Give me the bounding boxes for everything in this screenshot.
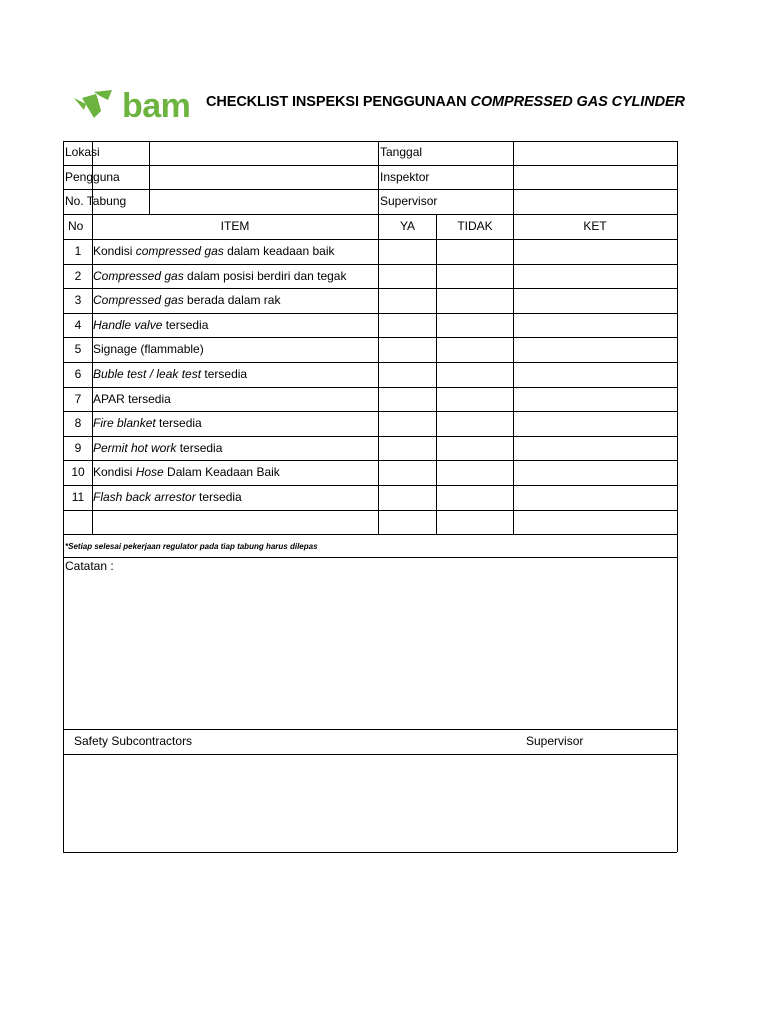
grid-line	[63, 337, 677, 338]
ket-cell[interactable]	[514, 362, 676, 386]
row-item-text	[93, 465, 280, 479]
row-item-part: berada dalam rak	[183, 293, 281, 308]
tidak-cell[interactable]	[437, 485, 513, 509]
lokasi-field[interactable]	[150, 141, 378, 165]
col-header-ya: YA	[399, 219, 416, 233]
row-number: 10	[71, 465, 85, 480]
inspektor-field[interactable]	[514, 165, 676, 189]
row-item-part: compressed gas	[135, 244, 224, 258]
grid-line	[63, 387, 677, 388]
grid-line	[63, 485, 677, 486]
row-item-text	[93, 416, 202, 430]
grid-line	[677, 141, 678, 852]
row-item-part: Flash back arrestor	[93, 490, 196, 504]
row-number: 9	[74, 440, 82, 455]
row-item-text	[93, 392, 171, 406]
grid-line	[63, 189, 677, 190]
ya-cell[interactable]	[379, 239, 436, 263]
row-item-part: Compressed gas	[93, 293, 184, 308]
row-item-text	[93, 441, 222, 455]
ket-cell[interactable]	[514, 337, 676, 361]
title-plain: CHECKLIST INSPEKSI PENGGUNAAN	[206, 94, 471, 110]
grid-line	[436, 214, 437, 534]
grid-line	[92, 141, 93, 214]
grid-line	[63, 141, 677, 142]
row-number: 2	[74, 268, 82, 283]
title-italic: COMPRESSED GAS CYLINDER	[470, 94, 685, 110]
tidak-cell[interactable]	[437, 387, 513, 411]
ya-cell[interactable]	[379, 362, 436, 386]
row-number: 11	[71, 490, 85, 504]
row-number: 4	[74, 317, 82, 332]
tanggal-field[interactable]	[514, 141, 676, 165]
col-header-item: ITEM	[220, 219, 250, 233]
ya-cell[interactable]	[379, 436, 436, 460]
grid-line	[63, 264, 677, 265]
no-tabung-field[interactable]	[150, 189, 378, 213]
ya-cell[interactable]	[379, 485, 436, 509]
row-item-text	[93, 490, 242, 504]
row-item-part: Compressed gas	[93, 268, 184, 283]
row-item-part: Hose	[135, 465, 164, 480]
row-item-part: Kondisi	[93, 465, 136, 480]
row-item-part: Fire blanket	[93, 416, 156, 431]
ya-cell[interactable]	[379, 387, 436, 411]
tidak-cell[interactable]	[437, 436, 513, 460]
supervisor-signature-label: Supervisor	[526, 734, 584, 748]
row-item-text	[93, 269, 346, 283]
ya-cell[interactable]	[379, 411, 436, 435]
grid-line	[92, 214, 93, 534]
label-pengguna: Pengguna	[65, 170, 120, 184]
col-header-ket: KET	[583, 219, 607, 233]
catatan-label: Catatan :	[65, 559, 114, 573]
pengguna-field[interactable]	[150, 165, 378, 189]
row-item-part: Kondisi	[93, 244, 136, 258]
ket-cell[interactable]	[514, 313, 676, 337]
grid-line	[63, 852, 677, 853]
label-supervisor: Supervisor	[380, 194, 438, 208]
row-number: 5	[74, 342, 82, 357]
grid-line	[63, 460, 677, 461]
grid-line	[149, 141, 150, 214]
row-item-text	[93, 293, 280, 307]
row-item-part: tersedia	[201, 367, 248, 381]
grid-line	[513, 141, 514, 214]
label-tanggal: Tanggal	[380, 145, 423, 159]
grid-line	[63, 362, 677, 363]
ket-cell[interactable]	[514, 387, 676, 411]
label-no-tabung: No. Tabung	[65, 194, 127, 208]
row-number: 8	[74, 416, 82, 431]
grid-line	[63, 313, 677, 314]
grid-line	[63, 141, 64, 852]
bam-logo-mark-icon	[72, 88, 120, 124]
row-item-part: Handle valve	[93, 317, 163, 332]
safety-subcontractors-label: Safety Subcontractors	[74, 734, 193, 748]
col-header-no: No	[68, 219, 84, 233]
page-title	[206, 94, 685, 110]
row-item-part: Dalam Keadaan Baik	[163, 465, 280, 480]
ya-cell[interactable]	[379, 288, 436, 312]
brand-name: bam	[122, 87, 191, 125]
row-item-part: Permit hot work	[93, 440, 177, 455]
ya-cell[interactable]	[379, 337, 436, 361]
row-item-part: Buble test / leak test	[93, 367, 202, 381]
row-item-part: dalam posisi berdiri dan tegak	[183, 268, 347, 283]
ket-cell[interactable]	[514, 264, 676, 288]
tidak-cell[interactable]	[437, 288, 513, 312]
grid-line	[378, 141, 379, 214]
supervisor-field[interactable]	[514, 189, 676, 213]
tidak-cell[interactable]	[437, 239, 513, 263]
row-number: 7	[74, 391, 82, 406]
row-item-part: Signage (flammable)	[93, 342, 204, 357]
row-item-text	[93, 367, 247, 381]
ya-cell[interactable]	[379, 460, 436, 484]
label-inspektor: Inspektor	[380, 170, 430, 184]
ket-cell[interactable]	[514, 411, 676, 435]
grid-line	[63, 436, 677, 437]
grid-line	[63, 510, 677, 511]
ya-cell[interactable]	[379, 313, 436, 337]
ket-cell[interactable]	[514, 436, 676, 460]
grid-line	[63, 239, 677, 240]
ya-cell[interactable]	[379, 264, 436, 288]
tidak-cell[interactable]	[437, 460, 513, 484]
tidak-cell[interactable]	[437, 337, 513, 361]
grid-line	[63, 411, 677, 412]
row-item-text	[93, 342, 204, 356]
grid-line	[63, 754, 677, 755]
grid-line	[513, 214, 514, 534]
grid-line	[63, 534, 677, 535]
grid-line	[63, 165, 677, 166]
grid-line	[63, 288, 677, 289]
row-item-part: APAR tersedia	[93, 391, 171, 406]
row-item-part: dalam keadaan baik	[223, 244, 335, 258]
ket-cell[interactable]	[514, 460, 676, 484]
tidak-cell[interactable]	[437, 362, 513, 386]
col-header-tidak: TIDAK	[457, 219, 493, 233]
tidak-cell[interactable]	[437, 411, 513, 435]
grid-line	[63, 214, 677, 215]
ket-cell[interactable]	[514, 288, 676, 312]
grid-line	[378, 214, 379, 534]
row-number: 6	[74, 367, 82, 381]
tidak-cell[interactable]	[437, 313, 513, 337]
row-item-part: tersedia	[162, 317, 209, 332]
row-item-part: tersedia	[195, 490, 242, 504]
signature-area[interactable]	[64, 755, 676, 851]
bam-logo	[72, 88, 202, 124]
label-lokasi: Lokasi	[65, 145, 100, 159]
catatan-area[interactable]	[64, 574, 676, 728]
row-item-part: tersedia	[176, 440, 223, 455]
row-item-text	[93, 244, 335, 258]
grid-line	[63, 557, 677, 558]
ket-cell[interactable]	[514, 485, 676, 509]
grid-line	[63, 729, 677, 730]
ket-cell[interactable]	[514, 239, 676, 263]
row-item-part: tersedia	[155, 416, 202, 431]
row-number: 3	[74, 293, 82, 308]
tidak-cell[interactable]	[437, 264, 513, 288]
row-item-text	[93, 318, 208, 332]
row-number: 1	[74, 244, 82, 258]
regulator-note: *Setiap selesai pekerjaan regulator pada tiap tabung harus dilepas	[65, 542, 318, 551]
